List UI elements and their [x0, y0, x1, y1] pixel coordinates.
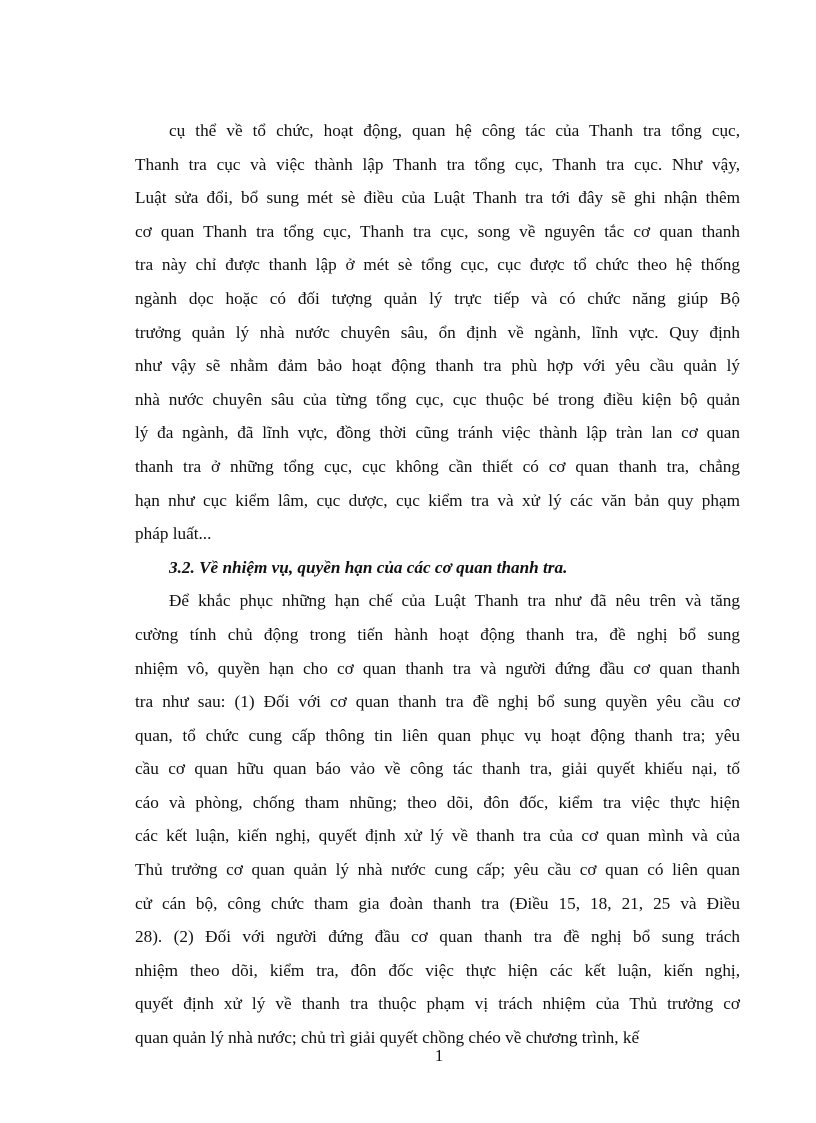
section-heading: 3.2. Về nhiệm vụ, quyền hạn của các cơ quan thanh tra.	[169, 557, 568, 577]
text-line: cường tính chủ động trong tiến hành hoạt động thanh tra, đề nghị bổ sung	[135, 624, 740, 644]
paragraph-2	[135, 584, 740, 1054]
text-line: thanh tra ở những tổng cục, cục không cần thiết có cơ quan thanh tra, chẳng	[135, 456, 740, 476]
text-line: pháp luất...	[135, 524, 212, 544]
text-line: trưởng quản lý nhà nước chuyên sâu, ổn định về ngành, lĩnh vực. Quy định	[135, 322, 740, 342]
text-line: cử cán bộ, công chức tham gia đoàn thanh tra (Điều 15, 18, 21, 25 và Điều	[135, 893, 740, 913]
text-line: Luật sửa đổi, bổ sung mét sè điều của Luật Thanh tra tới đây sẽ ghi nhận thêm	[135, 188, 740, 208]
text-line: cáo và phòng, chống tham nhũng; theo dõi, đôn đốc, kiểm tra việc thực hiện	[135, 792, 740, 812]
text-line: nhà nước chuyên sâu của từng tổng cục, cục thuộc bé trong điều kiện bộ quản	[135, 389, 740, 409]
text-line: 28). (2) Đối với người đứng đầu cơ quan thanh tra đề nghị bổ sung trách	[135, 927, 740, 947]
text-line: cụ thể về tổ chức, hoạt động, quan hệ công tác của Thanh tra tổng cục,	[169, 121, 740, 140]
text-line: tra này chỉ được thanh lập ở mét sè tổng cục, cục được tổ chức theo hệ thống	[135, 255, 740, 275]
text-line: quan quản lý nhà nước; chủ trì giải quyết chồng chéo về chương trình, kế	[135, 1028, 640, 1048]
text-line: như vậy sẽ nhằm đảm bảo hoạt động thanh tra phù hợp với yêu cầu quản lý	[135, 356, 740, 376]
text-line: Để khắc phục những hạn chế của Luật Thanh tra như đã nêu trên và tăng	[169, 591, 740, 611]
text-line: nhiệm vô, quyền hạn cho cơ quan thanh tra và người đứng đầu cơ quan thanh	[135, 658, 740, 678]
text-line: quyết định xử lý về thanh tra thuộc phạm vị trách nhiệm của Thủ trưởng cơ	[135, 994, 740, 1014]
text-line: cầu cơ quan hữu quan báo vảo về công tác thanh tra, giải quyết khiếu nại, tố	[135, 759, 740, 779]
text-line: hạn như cục kiểm lâm, cục dược, cục kiểm tra và xử lý các văn bản quy phạm	[135, 490, 740, 510]
text-line: nhiệm theo dõi, kiểm tra, đôn đốc việc thực hiện các kết luận, kiến nghị,	[135, 960, 740, 980]
text-line: lý đa ngành, đã lĩnh vực, đồng thời cũng tránh việc thành lập tràn lan cơ quan	[135, 423, 740, 443]
text-line: ngành dọc hoặc có đối tượng quản lý trực tiếp và có chức năng giúp Bộ	[135, 288, 740, 308]
text-line: tra như sau: (1) Đối với cơ quan thanh tra đề nghị bổ sung quyền yêu cầu cơ	[135, 692, 740, 712]
document-body	[135, 114, 740, 1055]
paragraph-1	[135, 114, 740, 551]
text-line: các kết luận, kiến nghị, quyết định xử lý về thanh tra của cơ quan mình và của	[135, 826, 740, 846]
text-line: quan, tổ chức cung cấp thông tin liên quan phục vụ hoạt động thanh tra; yêu	[135, 725, 740, 745]
text-line: cơ quan Thanh tra tổng cục, Thanh tra cục, song về nguyên tắc cơ quan thanh	[135, 221, 740, 241]
text-line: Thủ trưởng cơ quan quản lý nhà nước cung cấp; yêu cầu cơ quan có liên quan	[135, 860, 740, 880]
text-line: Thanh tra cục và việc thành lập Thanh tra tổng cục, Thanh tra cục. Như vậy,	[135, 154, 740, 174]
page-number: 1	[434, 1046, 444, 1065]
